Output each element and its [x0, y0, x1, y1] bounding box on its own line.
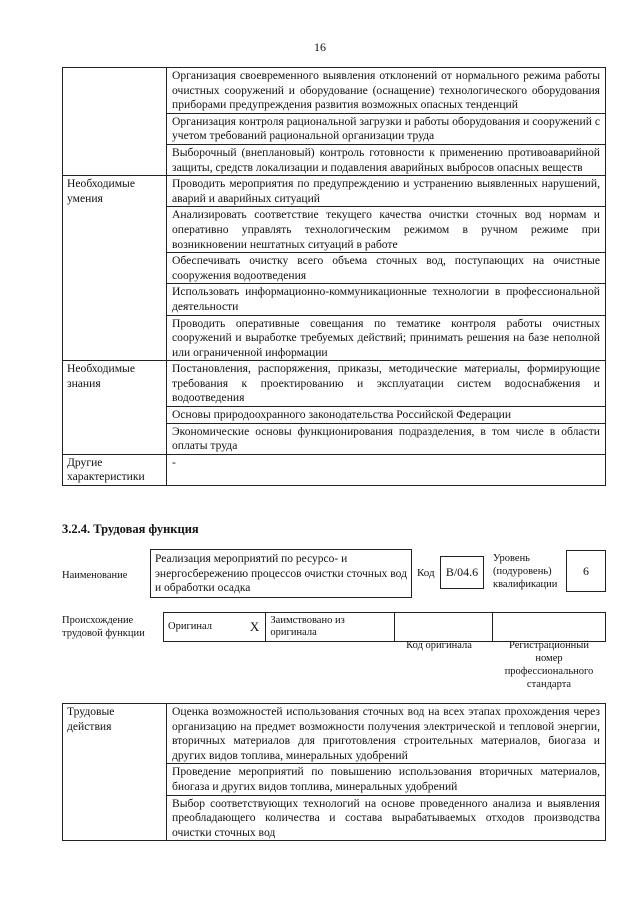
row-label-other: Другие характеристики	[63, 454, 167, 485]
code-original-cell	[394, 613, 492, 642]
table-row	[63, 704, 606, 764]
name-label: Наименование	[62, 570, 128, 581]
row-text: Анализировать соответствие текущего качества очистки сточных вод нормам и оперативно управлять технологическим режимом в ручном режиме при возникновении нештатных ситуаций в работе	[167, 207, 606, 253]
table-row	[63, 176, 606, 207]
original-mark: X	[244, 613, 266, 642]
row-text: Проведение мероприятий по повышению использования вторичных материалов, биогаза и других видов топлива, минеральных удобрений	[167, 764, 606, 795]
code-original-label: Код оригинала	[406, 640, 472, 651]
table-row	[63, 454, 606, 485]
row-text: Экономические основы функционирования подразделения, в том числе в области оплаты труда	[167, 423, 606, 454]
reg-number-cell	[492, 613, 605, 642]
row-text: Выборочный (внеплановый) контроль готовности к применению противоаварийной защиты, средств локализации и подавления аварийных выбросов опасных веществ	[167, 144, 606, 175]
reg-number-label: Регистрационный номер профессионального стандарта	[504, 640, 594, 690]
function-name-box: Реализация мероприятий по ресурсо- и энергосбережению процессов очистки сточных вод и обработки осадка	[150, 549, 412, 598]
row-label-skills: Необходимые умения	[63, 176, 167, 361]
page-number: 16	[314, 40, 326, 54]
origin-label: Происхождение трудовой функции	[62, 615, 145, 639]
code-value-box: В/04.6	[440, 556, 484, 589]
row-text: Основы природоохранного законодательства Российской Федерации	[167, 407, 606, 424]
row-text: Обеспечивать очистку всего объема сточных вод, поступающих на очистные сооружения водоотведения	[167, 253, 606, 284]
row-text: Постановления, распоряжения, приказы, методические материалы, формирующие требования к проектированию и эксплуатации систем водоснабжения и водоотведения	[167, 361, 606, 407]
row-text: Оценка возможностей использования сточных вод на всех этапах прохождения через организацию на предмет возможности получения электрической и тепловой энергии, вторичных материалов для приготовления строительных материалов, биогаза и других видов топлива, минеральных удобрений	[167, 704, 606, 764]
original-label: Оригинал	[164, 613, 244, 642]
row-text: Использовать информационно-коммуникационные технологии в профессиональной деятельности	[167, 284, 606, 315]
section-heading: 3.2.4. Трудовая функция	[62, 522, 199, 536]
row-text: -	[167, 454, 606, 485]
table-row	[63, 361, 606, 407]
level-label: Уровень (подуровень) квалификации	[493, 553, 558, 590]
competency-table	[62, 67, 606, 486]
row-text: Организация своевременного выявления отклонений от нормального режима работы очистных сооружений и оборудование (оснащение) технологического оборудования приборами предупреждения развития возможных опасных тенденций	[167, 68, 606, 114]
row-text: Проводить мероприятия по предупреждению и устранению выявленных нарушений, аварий и аварийных ситуаций	[167, 176, 606, 207]
table-row	[63, 68, 606, 114]
labor-actions-table	[62, 703, 606, 841]
origin-table	[163, 612, 606, 642]
code-label: Код	[417, 567, 435, 579]
row-text: Организация контроля рациональной загрузки и работы оборудования и сооружений с учетом требований рациональной организации труда	[167, 113, 606, 144]
level-value-box: 6	[566, 550, 606, 592]
row-label-actions: Трудовые действия	[63, 704, 167, 841]
row-text: Проводить оперативные совещания по тематике контроля работы очистных сооружений и выработке требуемых действий; принимать решения на базе неполной или ограниченной информации	[167, 315, 606, 361]
row-label-knowledge: Необходимые знания	[63, 361, 167, 455]
borrowed-label: Заимствовано из оригинала	[266, 613, 394, 642]
row-label	[63, 68, 167, 176]
row-text: Выбор соответствующих технологий на основе проведенного анализа и выявления преобладающего количества и состава вырабатываемых отходов производства очистки сточных вод	[167, 795, 606, 841]
